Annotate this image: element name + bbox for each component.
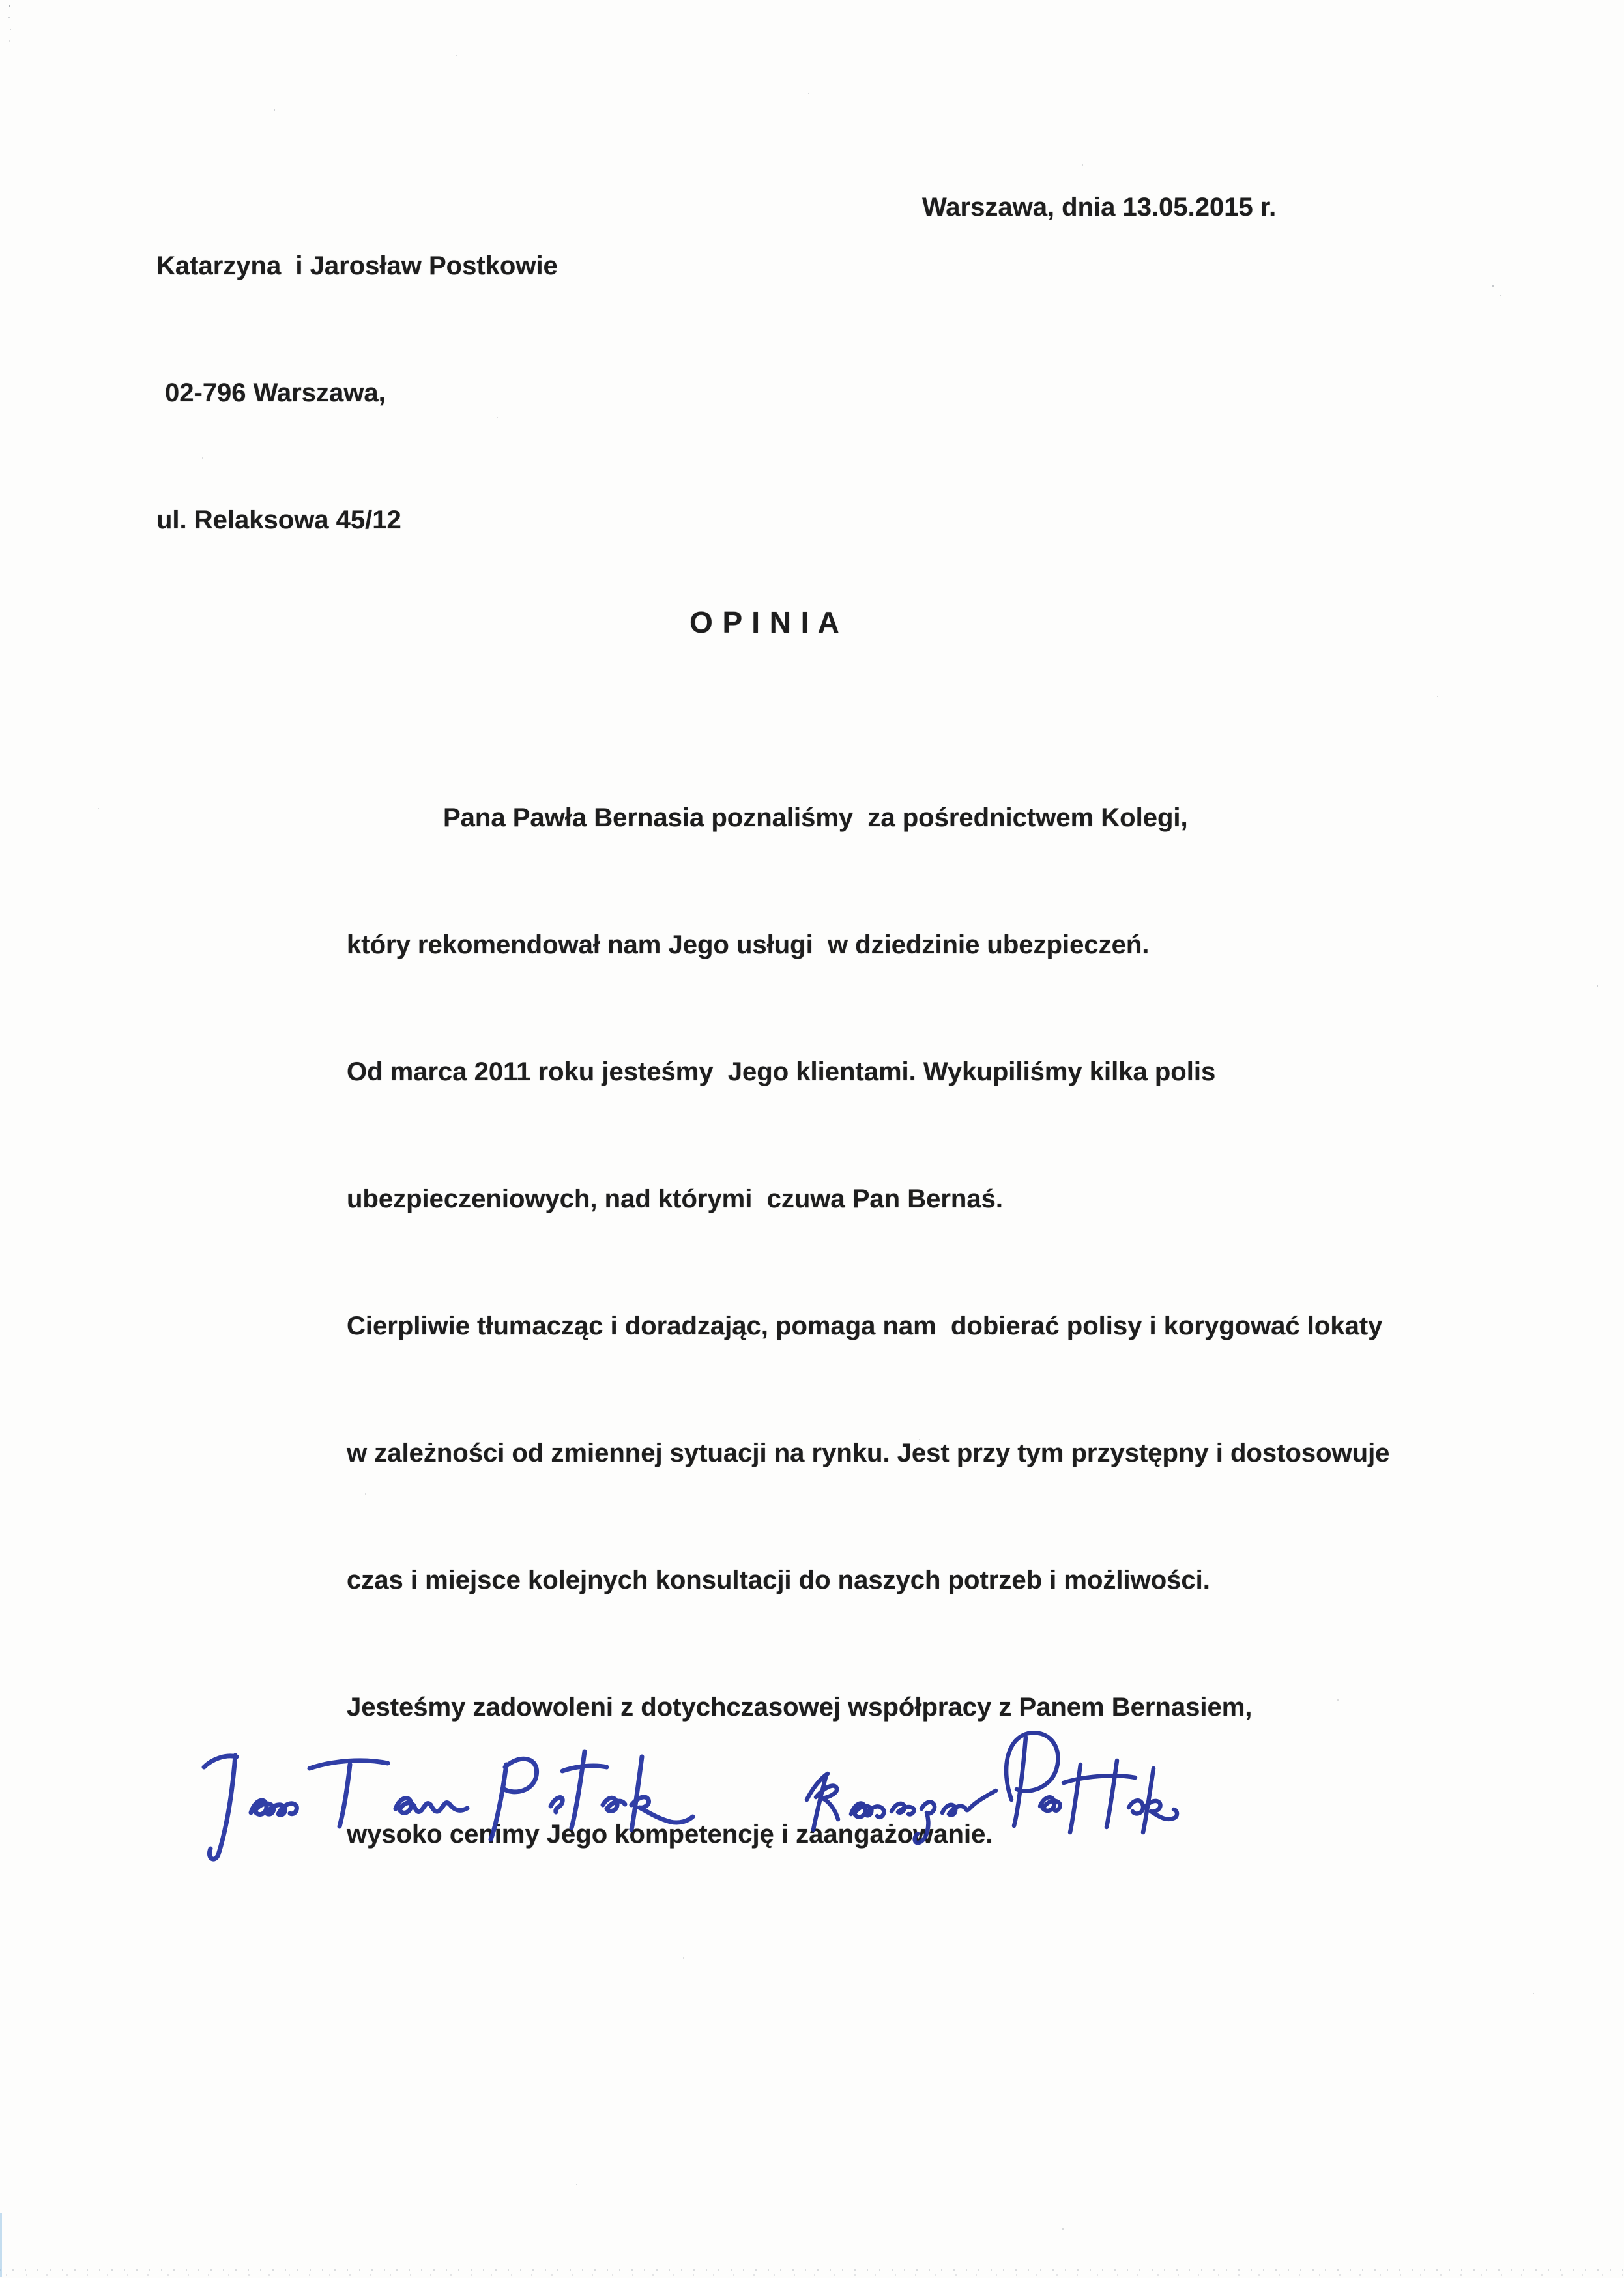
scan-edge-noise [0,2269,1624,2271]
sender-address-block [156,173,558,613]
body-line: Od marca 2011 roku jesteśmy Jego klientami. Wykupiliśmy kilka polis [347,1058,1216,1086]
body-line: który rekomendował nam Jego usługi w dziedzinie ubezpieczeń. [347,930,1150,959]
body-line: w zależności od zmiennej sytuacji na rynku. Jest przy tym przystępny i dostosowuje [347,1439,1390,1467]
signature-jaroslaw-postek [186,1727,701,1870]
body-line: Pana Pawła Bernasia poznaliśmy za pośrednictwem Kolegi, [443,803,1188,832]
sender-postal-city: 02-796 Warszawa, [165,379,386,407]
body-line: czas i miejsce kolejnych konsultacji do naszych potrzeb i możliwości. [347,1566,1210,1594]
document-title: O P I N I A [689,605,840,639]
dateline: Warszawa, dnia 13.05.2015 r. [922,193,1277,222]
scan-edge-artifact [0,2213,2,2277]
body-line: wysoko cenimy Jego kompetencję i zaangażowanie. [347,1820,993,1849]
body-line: Jesteśmy zadowoleni z dotychczasowej współpracy z Panem Bernasiem, [347,1693,1253,1722]
body-line: ubezpieczeniowych, nad którymi czuwa Pan Bernaś. [347,1185,1003,1213]
sender-names: Katarzyna i Jarosław Postkowie [156,252,558,280]
sender-street: ul. Relaksowa 45/12 [156,506,401,534]
signature-katarzyna-postek [796,1727,1194,1857]
scan-edge-noise [0,2274,1624,2276]
scan-noise-specks [0,0,1,1]
body-line: Cierpliwie tłumacząc i doradzając, pomaga nam dobierać polisy i korygować lokaty [347,1312,1383,1340]
